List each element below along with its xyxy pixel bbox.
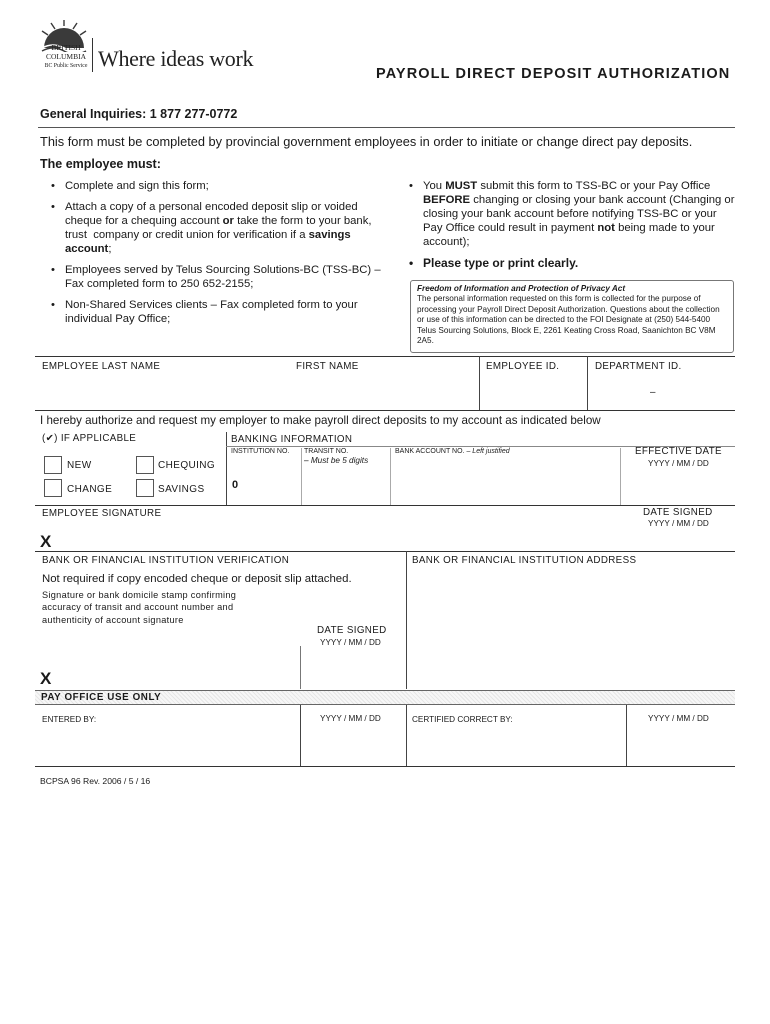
logo-line-3: BC Public Service bbox=[44, 63, 88, 69]
date-signed-format: YYYY / MM / DD bbox=[648, 519, 709, 528]
grid-rule bbox=[35, 505, 735, 506]
divider bbox=[587, 356, 588, 410]
effective-date-label: EFFECTIVE DATE bbox=[635, 446, 722, 457]
header-rule bbox=[38, 127, 735, 128]
employee-signature-label: EMPLOYEE SIGNATURE bbox=[42, 508, 162, 519]
new-label: NEW bbox=[67, 460, 92, 471]
certified-date-format: YYYY / MM / DD bbox=[648, 714, 709, 723]
transit-no-label: TRANSIT NO. bbox=[304, 448, 349, 455]
employee-id-label: EMPLOYEE ID. bbox=[486, 361, 560, 372]
signature-x-mark: X bbox=[40, 532, 52, 551]
certified-by-field[interactable] bbox=[410, 728, 622, 764]
divider bbox=[226, 432, 227, 505]
date-signed-label: DATE SIGNED bbox=[643, 507, 713, 518]
intro-text: This form must be completed by provincial government employees in order to initiate or change direct pay deposits. bbox=[40, 134, 693, 149]
bullet-non-shared-fax: • Non-Shared Services clients – Fax completed form to your individual Pay Office; bbox=[40, 298, 385, 326]
banking-info-heading: BANKING INFORMATION bbox=[231, 434, 353, 445]
savings-checkbox[interactable] bbox=[136, 479, 154, 497]
signature-date-field[interactable] bbox=[622, 530, 734, 550]
verification-label: BANK OR FINANCIAL INSTITUTION VERIFICATION bbox=[42, 555, 290, 566]
bank-address-label: BANK OR FINANCIAL INSTITUTION ADDRESS bbox=[412, 555, 637, 566]
employee-signature-field[interactable] bbox=[58, 520, 618, 550]
bullet-complete-sign: • Complete and sign this form; bbox=[40, 179, 385, 193]
divider bbox=[406, 551, 407, 689]
change-checkbox[interactable] bbox=[44, 479, 62, 497]
divider bbox=[406, 705, 407, 766]
entered-date-format: YYYY / MM / DD bbox=[320, 714, 381, 723]
change-label: CHANGE bbox=[67, 484, 113, 495]
tagline: Where ideas work bbox=[98, 46, 254, 71]
left-bullet-list bbox=[40, 179, 385, 333]
divider bbox=[301, 448, 302, 505]
form-title: PAYROLL DIRECT DEPOSIT AUTHORIZATION bbox=[376, 66, 731, 82]
foi-title: Freedom of Information and Protection of Privacy Act bbox=[417, 284, 626, 293]
grid-top-rule bbox=[35, 356, 735, 357]
verification-note: Not required if copy encoded cheque or deposit slip attached. bbox=[42, 573, 352, 585]
new-checkbox[interactable] bbox=[44, 456, 62, 474]
divider bbox=[479, 356, 480, 410]
transit-no-field[interactable] bbox=[303, 468, 389, 503]
form-number-footer: BCPSA 96 Rev. 2006 / 5 / 16 bbox=[40, 776, 151, 786]
transit-note: – Must be 5 digits bbox=[304, 456, 369, 465]
department-id-field[interactable] bbox=[590, 374, 730, 408]
entered-by-field[interactable] bbox=[40, 728, 296, 764]
effective-date-format: YYYY / MM / DD bbox=[648, 459, 709, 468]
effective-date-field[interactable] bbox=[622, 470, 734, 503]
entered-date-field[interactable] bbox=[304, 728, 402, 764]
logo-line-1: BRITISH bbox=[51, 43, 81, 52]
stamp-instructions: Signature or bank domicile stamp confirming accuracy of transit and account number and authenticity of account signature bbox=[42, 590, 237, 625]
chequing-label: CHEQUING bbox=[158, 460, 216, 471]
verification-date-signed-label: DATE SIGNED bbox=[317, 625, 387, 636]
divider bbox=[300, 646, 301, 689]
grid-rule bbox=[35, 410, 735, 411]
chequing-checkbox[interactable] bbox=[136, 456, 154, 474]
institution-no-label: INSTITUTION NO. bbox=[231, 448, 290, 455]
foi-notice bbox=[410, 280, 734, 353]
verification-date-format: YYYY / MM / DD bbox=[320, 638, 381, 647]
logo-line-2: COLUMBIA bbox=[45, 51, 86, 61]
bullet-must-submit: • You MUST submit this form to TSS-BC or your Pay Office BEFORE changing or closing your bank account (Changing or closing your bank account before notifying TSS-BC or your Pay Office could result in payment not being made to your account); bbox=[398, 179, 738, 249]
bullet-print-clearly: • Please type or print clearly. bbox=[398, 256, 738, 270]
general-inquiries: General Inquiries: 1 877 277-0772 bbox=[40, 107, 238, 121]
divider bbox=[620, 448, 621, 505]
foi-text: The personal information requested on this form is collected for the purpose of processing your Payroll Direct Deposit Authorization. Questions about the collection or use of this information can be directed to the FOI Designate at (250) 544-5400 Telus Sourcing Solutions, Block E, 2261 Keating Cross Road, Saanichton BC V8M 2A5. bbox=[417, 294, 720, 346]
grid-rule bbox=[35, 551, 735, 552]
savings-label: SAVINGS bbox=[158, 484, 205, 495]
employee-last-name-field[interactable] bbox=[40, 374, 470, 408]
certified-by-label: CERTIFIED CORRECT BY: bbox=[412, 715, 513, 724]
bc-logo-wordmark bbox=[36, 44, 96, 71]
divider bbox=[390, 448, 391, 505]
logo-divider bbox=[92, 38, 93, 72]
divider bbox=[300, 705, 301, 766]
pay-office-label: PAY OFFICE USE ONLY bbox=[41, 692, 162, 703]
employee-last-name-label: EMPLOYEE LAST NAME bbox=[42, 361, 161, 372]
divider bbox=[626, 705, 627, 766]
verification-date-field[interactable] bbox=[304, 652, 402, 686]
grid-bottom-rule bbox=[35, 766, 735, 767]
bullet-telus-fax: • Employees served by Telus Sourcing Solutions-BC (TSS-BC) – Fax completed form to 250 652-2155; bbox=[40, 263, 385, 291]
bank-address-field[interactable] bbox=[410, 570, 734, 686]
verification-x-mark: X bbox=[40, 669, 52, 688]
account-no-label: BANK ACCOUNT NO. – Left justified bbox=[395, 448, 510, 455]
institution-no-field[interactable] bbox=[228, 465, 300, 503]
right-bullet-list bbox=[398, 179, 738, 277]
certified-date-field[interactable] bbox=[630, 728, 734, 764]
employee-id-field[interactable] bbox=[482, 374, 582, 408]
entered-by-label: ENTERED BY: bbox=[42, 715, 97, 724]
department-id-label: DEPARTMENT ID. bbox=[595, 361, 682, 372]
verification-signature-field[interactable] bbox=[58, 648, 296, 686]
first-name-label: FIRST NAME bbox=[296, 361, 359, 372]
if-applicable-label: (✔) IF APPLICABLE bbox=[42, 433, 137, 444]
pay-office-banner bbox=[35, 690, 735, 705]
authorization-statement: I hereby authorize and request my employer to make payroll direct deposits to my account as indicated below bbox=[40, 414, 601, 427]
institution-prefix-zero: 0 bbox=[232, 479, 239, 491]
account-no-field[interactable] bbox=[392, 460, 618, 503]
bullet-attach-copy: • Attach a copy of a personal encoded deposit slip or voided cheque for a chequing account or take the form to your bank, trust company or credit union for verification if a savings account; bbox=[40, 200, 385, 256]
department-id-dash: – bbox=[650, 387, 656, 398]
employee-must-heading: The employee must: bbox=[40, 157, 161, 171]
